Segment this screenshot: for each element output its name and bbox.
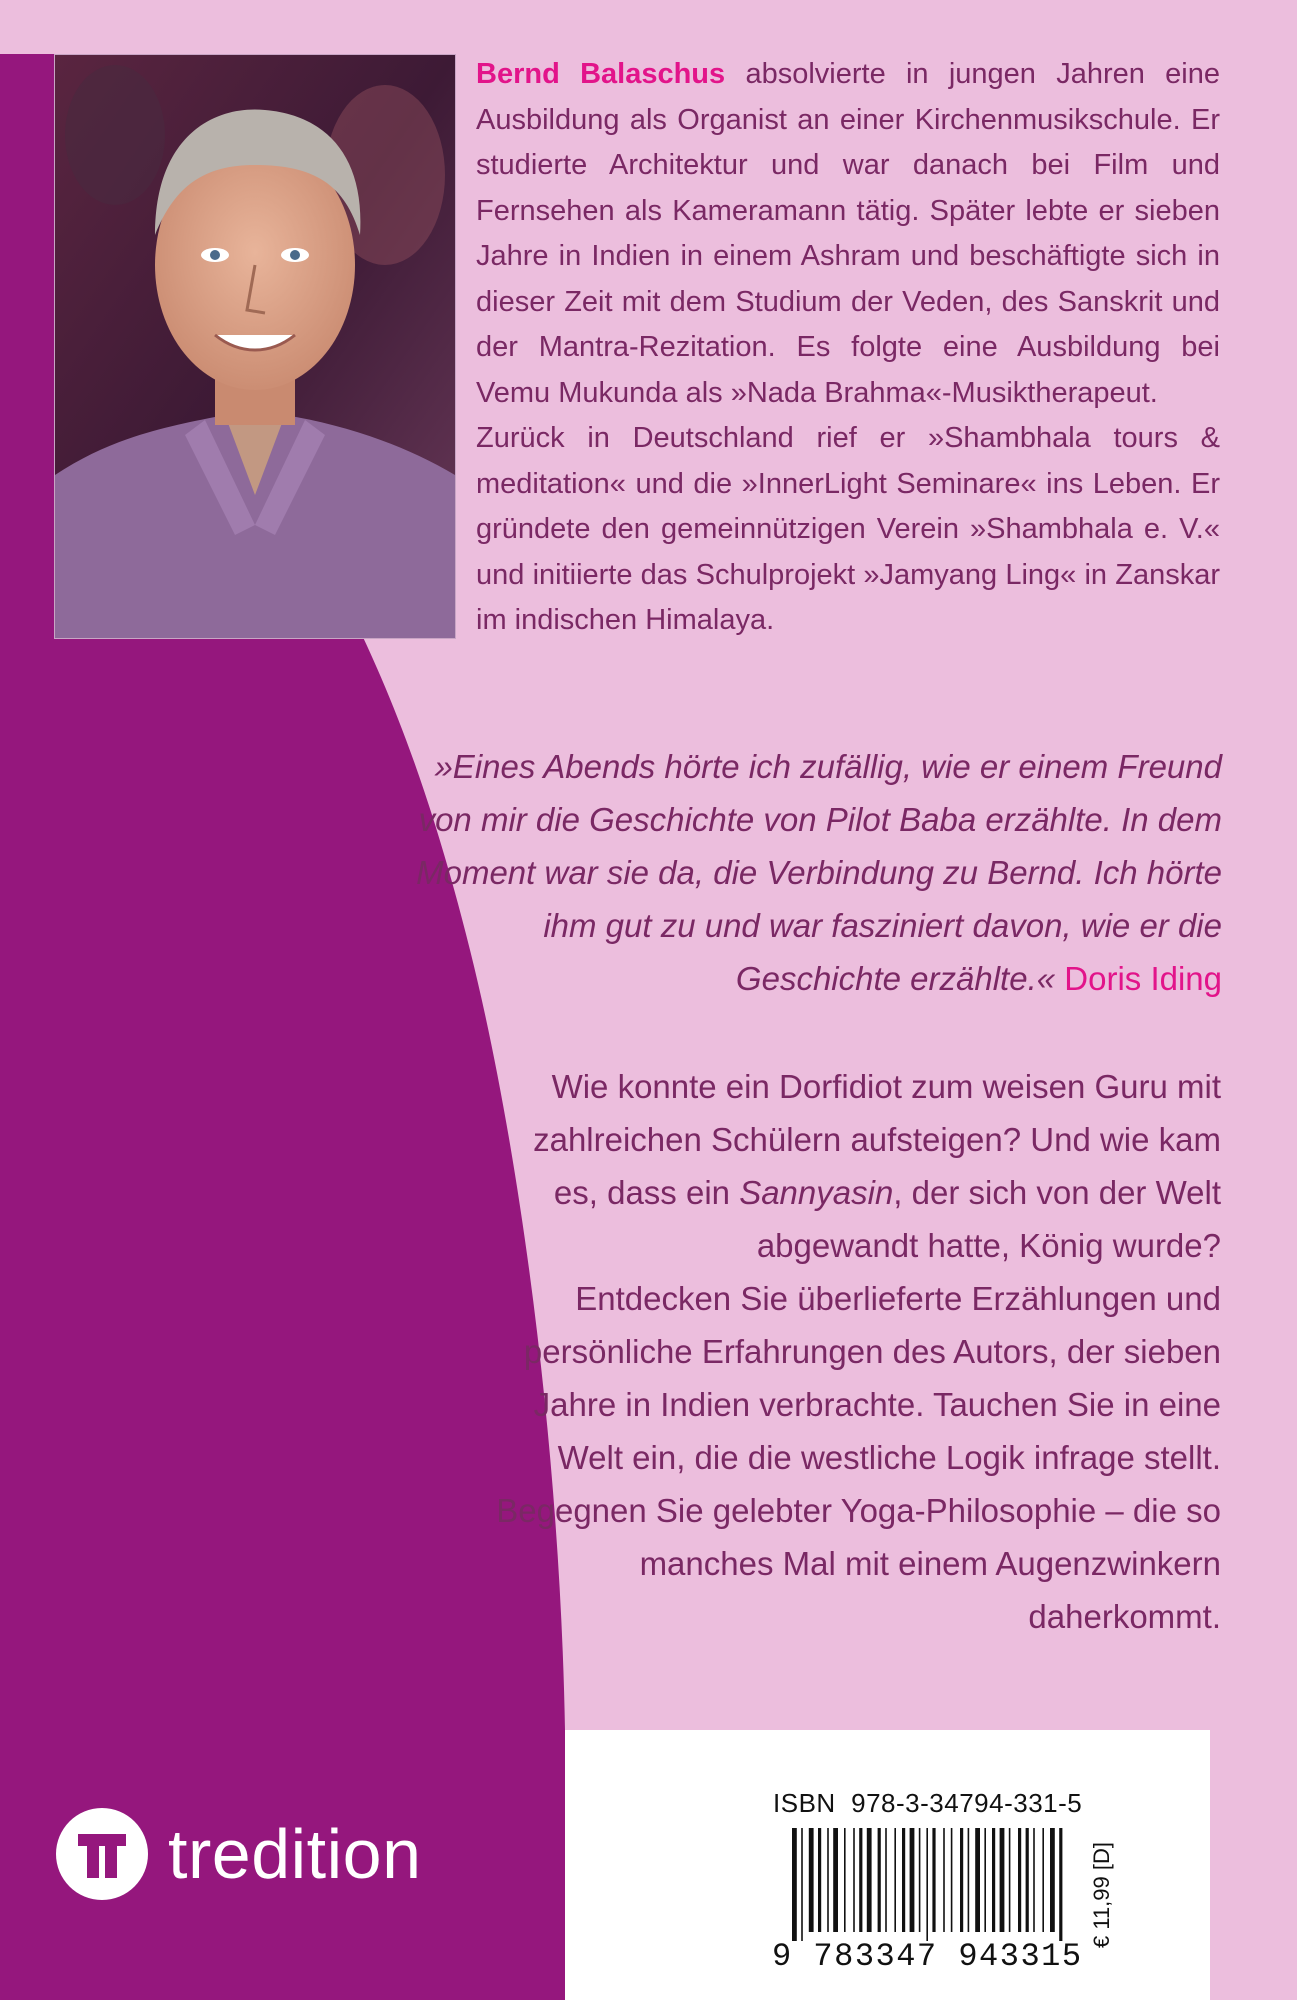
price-label: € 11,99 [D]: [1089, 1842, 1114, 1948]
quote-author: Doris Iding: [1064, 960, 1222, 997]
barcode-bar: [801, 1828, 803, 1941]
blurb-p1-after: , der sich von der Welt abgewandt hatte, König wurde?: [756, 1174, 1221, 1264]
barcode-bar: [943, 1828, 945, 1932]
barcode-bar: [878, 1828, 881, 1932]
barcode-bar: [833, 1828, 838, 1932]
barcode-bar: [818, 1828, 821, 1932]
barcode-bar: [827, 1828, 829, 1932]
barcode-bar: [1050, 1828, 1055, 1932]
barcode-bar: [984, 1828, 986, 1932]
barcode-bar: [1033, 1828, 1035, 1932]
barcode-bar: [919, 1828, 921, 1932]
barcode-bar: [1018, 1828, 1021, 1932]
barcode-bar: [885, 1828, 887, 1932]
barcode-bar: [951, 1828, 953, 1932]
tredition-logo-icon: [56, 1808, 148, 1900]
blurb-paragraph-1: [495, 1060, 1221, 1272]
barcode-bars: [790, 1828, 1090, 1941]
author-bio: [476, 52, 1220, 644]
quote-text: »Eines Abends hörte ich zufällig, wie er einem Freund von mir die Geschichte von Pilot Baba erzählte. In dem Moment war sie da, die Verbindung zu Bernd. Ich hörte ihm gut zu und war fasziniert davon, wie er die Geschichte erzählte.«: [416, 748, 1222, 997]
bio-paragraph-1-text: absolvierte in jungen Jahren eine Ausbildung als Organist an einer Kirchenmusikschule. Er studierte Architektur und war danach bei Film und Fernsehen als Kameramann tätig. Später lebte er sieben Jahre in Indien in einem Ashram und beschäftigte sich in dieser Zeit mit dem Studium der Veden, des Sanskrit und der Mantra-Rezitation. Es folgte eine Ausbildung bei Vemu Mukunda als »Nada Brahma«-Musiktherapeut.: [476, 58, 1220, 409]
barcode-bar: [859, 1828, 862, 1932]
author-photo: [54, 54, 456, 639]
barcode-bar: [867, 1828, 872, 1932]
barcode-bar: [1009, 1828, 1011, 1932]
isbn-label: ISBN 978-3-34794-331-5: [773, 1788, 1083, 1818]
publisher-name: tredition: [168, 1815, 422, 1893]
blurb-paragraph-2: Entdecken Sie überlieferte Erzählungen und persönliche Erfahrungen des Autors, der sieben Jahre in Indien verbrachte. Tauchen Sie in eine Welt ein, die die westliche Logik infrage stellt. Begegnen Sie gelebter Yoga-Philosophie – die so manches Mal mit einem Augenzwinkern daherkommt.: [496, 1280, 1221, 1635]
barcode-bar: [960, 1828, 963, 1932]
barcode-bar: [932, 1828, 935, 1932]
barcode-bar: [1059, 1828, 1062, 1941]
barcode-bar: [968, 1828, 970, 1932]
blurb-p1-before: Wie konnte ein Dorfidiot zum weisen Guru mit zahlreichen Schülern aufsteigen? Und wie kam es, dass ein: [533, 1068, 1221, 1211]
barcode-bar: [926, 1828, 928, 1941]
barcode-bar: [792, 1828, 797, 1941]
barcode-bar: [894, 1828, 896, 1932]
bio-paragraph-1: [476, 52, 1220, 416]
blurb-p1-italic: Sannyasin: [739, 1174, 894, 1211]
bio-paragraph-2: Zurück in Deutschland rief er »Shambhala tours & meditation« und die »InnerLight Seminare« ins Leben. Er gründete den gemeinnützigen Verein »Shambhala e. V.« und initiierte das Schulprojekt »Jamyang Ling« in Zanskar im indischen Himalaya.: [476, 422, 1220, 636]
barcode-bar: [1000, 1828, 1005, 1932]
author-name: Bernd Balaschus: [476, 58, 726, 90]
barcode-bar: [910, 1828, 915, 1932]
barcode-bar: [809, 1828, 814, 1932]
barcode-bar: [992, 1828, 995, 1932]
testimonial-quote: [410, 740, 1222, 1005]
barcode-bar: [844, 1828, 846, 1932]
barcode-panel: [565, 1730, 1210, 2000]
barcode-bar: [853, 1828, 855, 1932]
book-blurb: [495, 1060, 1221, 1643]
barcode-bar: [1026, 1828, 1029, 1932]
publisher-logo: [56, 1808, 422, 1900]
barcode-digits: 9 783347 943315: [772, 1938, 1083, 1975]
barcode-bar: [1042, 1828, 1044, 1932]
barcode-bar: [975, 1828, 980, 1932]
barcode-bar: [902, 1828, 905, 1932]
